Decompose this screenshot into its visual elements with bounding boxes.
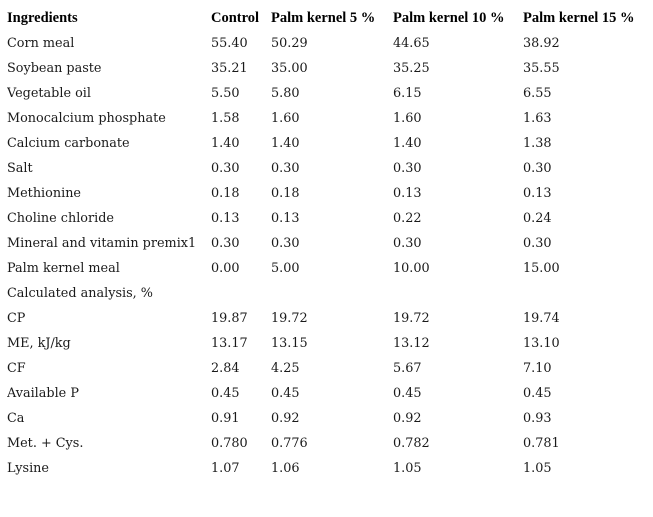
palm-kernel-5-value: 0.30: [271, 236, 300, 251]
palm-kernel-10-value: 0.30: [393, 236, 422, 251]
header-control: Control: [211, 10, 260, 26]
ingredient-name: Vegetable oil: [7, 86, 91, 101]
palm-kernel-10-value: 1.40: [393, 136, 422, 151]
ingredient-name: CF: [7, 361, 26, 376]
palm-kernel-10-value: 1.05: [393, 461, 422, 476]
palm-kernel-15-value: 0.781: [523, 436, 560, 451]
table-row: [7, 181, 647, 206]
palm-kernel-5-value: 4.25: [271, 361, 300, 376]
palm-kernel-15-value: 1.05: [523, 461, 552, 476]
palm-kernel-10-value: 13.12: [393, 336, 430, 351]
ingredient-name: Ca: [7, 411, 25, 426]
ingredient-name: ME, kJ/kg: [7, 336, 71, 351]
table-row: [7, 281, 647, 306]
control-value: 0.91: [211, 411, 240, 426]
table-row: [7, 456, 647, 481]
palm-kernel-5-value: 0.18: [271, 186, 300, 201]
palm-kernel-10-value: 1.60: [393, 111, 422, 126]
ingredient-name: CP: [7, 311, 26, 326]
control-value: 55.40: [211, 36, 248, 51]
ingredient-name: Mineral and vitamin premix1: [7, 236, 197, 251]
palm-kernel-10-value: 0.22: [393, 211, 422, 226]
table-row: [7, 306, 647, 331]
control-value: 1.58: [211, 111, 240, 126]
table-row: [7, 331, 647, 356]
palm-kernel-10-value: 0.45: [393, 386, 422, 401]
palm-kernel-15-value: 13.10: [523, 336, 560, 351]
ingredient-name: Calcium carbonate: [7, 136, 130, 151]
palm-kernel-15-value: 1.63: [523, 111, 552, 126]
ingredients-table: [7, 6, 647, 481]
ingredient-name: Available P: [7, 386, 79, 401]
palm-kernel-15-value: 38.92: [523, 36, 560, 51]
header-palm-kernel-5: Palm kernel 5 %: [271, 10, 376, 26]
palm-kernel-15-value: 0.30: [523, 236, 552, 251]
control-value: 0.13: [211, 211, 240, 226]
palm-kernel-15-value: 0.30: [523, 161, 552, 176]
palm-kernel-10-value: 5.67: [393, 361, 422, 376]
table-row: [7, 81, 647, 106]
table-row: [7, 131, 647, 156]
ingredient-name: Palm kernel meal: [7, 261, 120, 276]
table-row: [7, 156, 647, 181]
palm-kernel-10-value: 0.782: [393, 436, 430, 451]
control-value: [211, 281, 271, 306]
palm-kernel-15-value: 0.24: [523, 211, 552, 226]
ingredient-name: Soybean paste: [7, 61, 102, 76]
control-value: 0.00: [211, 261, 240, 276]
ingredient-name: Calculated analysis, %: [7, 286, 153, 301]
palm-kernel-5-value: 1.06: [271, 461, 300, 476]
palm-kernel-5-value: 0.92: [271, 411, 300, 426]
ingredient-name: Monocalcium phosphate: [7, 111, 166, 126]
ingredient-name: Met. + Cys.: [7, 436, 84, 451]
palm-kernel-5-value: 0.776: [271, 436, 308, 451]
header-row: [7, 6, 647, 31]
control-value: 1.07: [211, 461, 240, 476]
control-value: 19.87: [211, 311, 248, 326]
table-row: [7, 406, 647, 431]
palm-kernel-10-value: 35.25: [393, 61, 430, 76]
palm-kernel-10-value: 6.15: [393, 86, 422, 101]
palm-kernel-10-value: 0.92: [393, 411, 422, 426]
control-value: 35.21: [211, 61, 248, 76]
palm-kernel-15-value: 6.55: [523, 86, 552, 101]
palm-kernel-5-value: 50.29: [271, 36, 308, 51]
ingredient-name: Choline chloride: [7, 211, 114, 226]
palm-kernel-10-value: [393, 281, 523, 306]
header-palm-kernel-15: Palm kernel 15 %: [523, 10, 635, 26]
palm-kernel-10-value: 0.30: [393, 161, 422, 176]
palm-kernel-10-value: 0.13: [393, 186, 422, 201]
palm-kernel-15-value: 35.55: [523, 61, 560, 76]
control-value: 2.84: [211, 361, 240, 376]
palm-kernel-5-value: 35.00: [271, 61, 308, 76]
header-ingredients: Ingredients: [7, 10, 78, 26]
table-row: [7, 381, 647, 406]
table-row: [7, 31, 647, 56]
palm-kernel-15-value: 15.00: [523, 261, 560, 276]
table-row: [7, 106, 647, 131]
palm-kernel-15-value: 19.74: [523, 311, 560, 326]
control-value: 0.780: [211, 436, 248, 451]
palm-kernel-5-value: 0.30: [271, 161, 300, 176]
palm-kernel-5-value: 0.13: [271, 211, 300, 226]
ingredient-name: Corn meal: [7, 36, 75, 51]
control-value: 13.17: [211, 336, 248, 351]
palm-kernel-15-value: 1.38: [523, 136, 552, 151]
header-palm-kernel-10: Palm kernel 10 %: [393, 10, 505, 26]
palm-kernel-5-value: 0.45: [271, 386, 300, 401]
palm-kernel-5-value: 19.72: [271, 311, 308, 326]
control-value: 0.18: [211, 186, 240, 201]
palm-kernel-15-value: 0.93: [523, 411, 552, 426]
palm-kernel-5-value: 13.15: [271, 336, 308, 351]
palm-kernel-15-value: [523, 281, 647, 306]
control-value: 0.30: [211, 161, 240, 176]
control-value: 1.40: [211, 136, 240, 151]
table-row: [7, 206, 647, 231]
palm-kernel-5-value: 5.00: [271, 261, 300, 276]
palm-kernel-5-value: [271, 281, 393, 306]
table-row: [7, 431, 647, 456]
table-row: [7, 356, 647, 381]
palm-kernel-5-value: 1.40: [271, 136, 300, 151]
palm-kernel-15-value: 0.45: [523, 386, 552, 401]
table-row: [7, 256, 647, 281]
palm-kernel-15-value: 7.10: [523, 361, 552, 376]
palm-kernel-10-value: 44.65: [393, 36, 430, 51]
table-row: [7, 231, 647, 256]
palm-kernel-5-value: 5.80: [271, 86, 300, 101]
control-value: 0.45: [211, 386, 240, 401]
table-row: [7, 56, 647, 81]
palm-kernel-10-value: 10.00: [393, 261, 430, 276]
palm-kernel-15-value: 0.13: [523, 186, 552, 201]
control-value: 5.50: [211, 86, 240, 101]
ingredient-name: Methionine: [7, 186, 82, 201]
control-value: 0.30: [211, 236, 240, 251]
ingredient-name: Salt: [7, 161, 33, 176]
palm-kernel-10-value: 19.72: [393, 311, 430, 326]
ingredient-name: Lysine: [7, 461, 49, 476]
palm-kernel-5-value: 1.60: [271, 111, 300, 126]
